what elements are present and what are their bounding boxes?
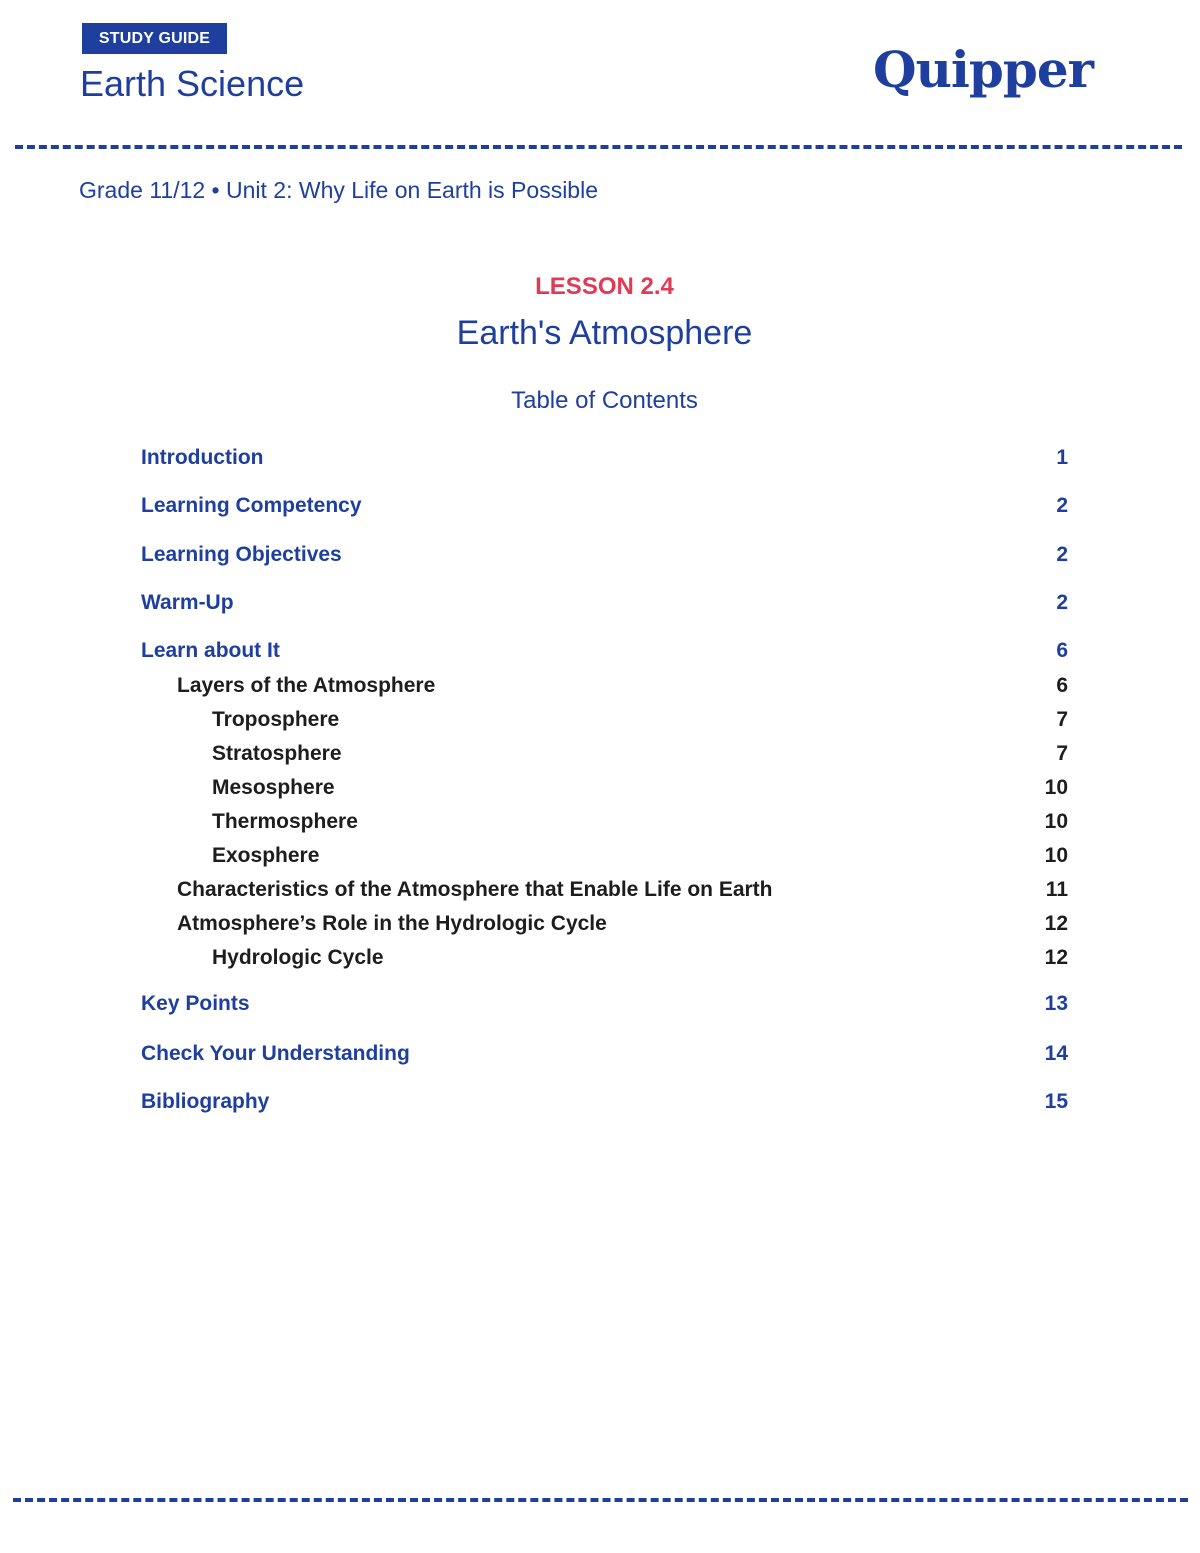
toc-entry-label: Exosphere (212, 844, 320, 867)
toc-entry-page: 11 (1045, 878, 1068, 901)
toc-entry-mesosphere[interactable] (141, 773, 1068, 803)
toc-entry-label: Introduction (141, 446, 264, 469)
toc-entry-label: Characteristics of the Atmosphere that Enable Life on Earth (177, 878, 773, 901)
toc-entry-page: 12 (1044, 946, 1068, 969)
toc-entry-page: 2 (1056, 494, 1068, 517)
toc-entry-stratosphere[interactable] (141, 739, 1068, 769)
toc-entry-page: 7 (1056, 742, 1068, 765)
toc-entry-troposphere[interactable] (141, 705, 1068, 735)
toc-entry-label: Bibliography (141, 1090, 270, 1113)
toc-entry-label: Learning Objectives (141, 543, 342, 566)
toc-entry-page: 10 (1044, 776, 1068, 799)
toc-entry-hydrologic-cycle[interactable] (141, 943, 1068, 973)
toc-entry-key-points[interactable] (141, 989, 1068, 1019)
toc-entry-label: Layers of the Atmosphere (177, 674, 436, 697)
unit-subtitle: Grade 11/12 • Unit 2: Why Life on Earth is Possible (79, 177, 598, 203)
toc-entry-thermosphere[interactable] (141, 807, 1068, 837)
toc-entry-label: Thermosphere (212, 810, 358, 833)
toc-entry-label: Key Points (141, 992, 250, 1015)
toc-entry-page: 14 (1044, 1042, 1068, 1065)
toc-entry-label: Check Your Understanding (141, 1042, 410, 1065)
toc-entry-learn-about-it[interactable] (141, 636, 1068, 666)
subject-title: Earth Science (80, 63, 305, 104)
toc-entry-page: 15 (1044, 1090, 1068, 1113)
toc-heading: Table of Contents (511, 387, 698, 414)
toc-entry-label: Learning Competency (141, 494, 362, 517)
toc-entry-label: Stratosphere (212, 742, 342, 765)
toc-entry-page: 13 (1044, 992, 1068, 1015)
bottom-dashed-divider (13, 1498, 1188, 1502)
top-dashed-divider (15, 145, 1182, 149)
toc-entry-atmosphere-role-hydrologic-cycle[interactable] (141, 909, 1068, 939)
toc-entry-bibliography[interactable] (141, 1087, 1068, 1117)
toc-entry-page: 10 (1044, 810, 1068, 833)
toc-entry-page: 1 (1056, 446, 1068, 469)
toc-entry-page: 2 (1056, 591, 1068, 614)
toc-entry-page: 6 (1056, 639, 1068, 662)
toc-entry-characteristics-of-the-atmosphere[interactable] (141, 875, 1068, 905)
toc-entry-label: Warm-Up (141, 591, 234, 614)
lesson-number: LESSON 2.4 (535, 273, 674, 300)
toc-entry-label: Troposphere (212, 708, 340, 731)
toc-entry-page: 2 (1056, 543, 1068, 566)
toc-entry-layers-of-the-atmosphere[interactable] (141, 671, 1068, 701)
toc-entry-introduction[interactable] (141, 443, 1068, 473)
lesson-title: Earth's Atmosphere (456, 314, 753, 352)
toc-entry-learning-competency[interactable] (141, 491, 1068, 521)
toc-entry-page: 10 (1044, 844, 1068, 867)
toc-entry-label: Learn about It (141, 639, 280, 662)
toc-entry-learning-objectives[interactable] (141, 540, 1068, 570)
toc-entry-page: 6 (1056, 674, 1068, 697)
toc-entry-check-your-understanding[interactable] (141, 1039, 1068, 1069)
toc-entry-exosphere[interactable] (141, 841, 1068, 871)
quipper-logo: Quipper (873, 40, 1093, 99)
toc-entry-label: Hydrologic Cycle (212, 946, 384, 969)
toc-entry-page: 12 (1044, 912, 1068, 935)
toc-entry-page: 7 (1056, 708, 1068, 731)
toc-entry-label: Atmosphere’s Role in the Hydrologic Cycle (177, 912, 607, 935)
toc-entry-warm-up[interactable] (141, 588, 1068, 618)
study-guide-badge: STUDY GUIDE (82, 23, 227, 54)
toc-entry-label: Mesosphere (212, 776, 335, 799)
